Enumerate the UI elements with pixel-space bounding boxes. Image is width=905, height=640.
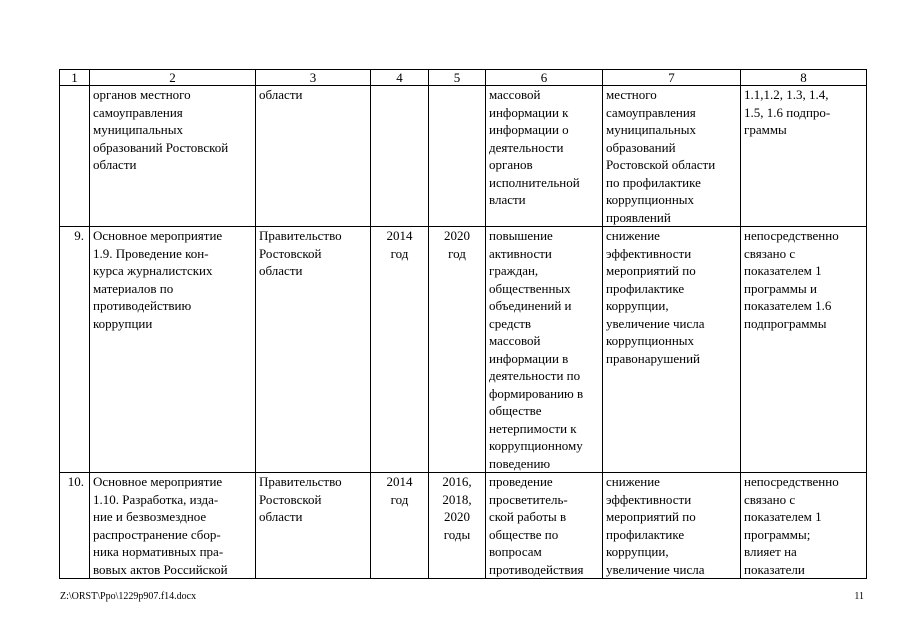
- footer-file-path: Z:\ORST\Ppo\1229p907.f14.docx: [60, 591, 197, 602]
- start-year-cell: 2014 год: [371, 227, 429, 473]
- measure-name-cell: Основное мероприятие 1.9. Проведение кон- курса журналистских материалов по противодействию коррупции: [90, 227, 256, 473]
- expected-result-cell: массовой информации к информации о деятельности органов исполнительной власти: [486, 86, 603, 227]
- executor-cell: Правительство Ростовской области: [256, 227, 371, 473]
- row-number-cell: 10.: [60, 473, 90, 579]
- consequences-cell: снижение эффективности мероприятий по профилактике коррупции, увеличение числа: [603, 473, 741, 579]
- start-year-cell: 2014 год: [371, 473, 429, 579]
- header-cell-2: 2: [90, 70, 256, 86]
- row-number-cell: [60, 86, 90, 227]
- table-row: [60, 473, 867, 579]
- consequences-cell: местного самоуправления муниципальных образований Ростовской области по профилактике коррупционных проявлений: [603, 86, 741, 227]
- indicator-link-cell: 1.1,1.2, 1.3, 1.4, 1.5, 1.6 подпро- граммы: [741, 86, 867, 227]
- consequences-cell: снижение эффективности мероприятий по профилактике коррупции, увеличение числа коррупционных правонарушений: [603, 227, 741, 473]
- executor-cell: Правительство Ростовской области: [256, 473, 371, 579]
- header-cell-5: 5: [429, 70, 486, 86]
- header-cell-4: 4: [371, 70, 429, 86]
- executor-cell: области: [256, 86, 371, 227]
- row-number-cell: 9.: [60, 227, 90, 473]
- header-cell-7: 7: [603, 70, 741, 86]
- end-year-cell: 2020 год: [429, 227, 486, 473]
- expected-result-cell: повышение активности граждан, общественных объединений и средств массовой информации в деятельности по формированию в обществе нетерпимости к коррупционному поведению: [486, 227, 603, 473]
- expected-result-cell: проведение просветитель- ской работы в обществе по вопросам противодействия: [486, 473, 603, 579]
- indicator-link-cell: непосредственно связано с показателем 1 программы и показателем 1.6 подпрограммы: [741, 227, 867, 473]
- measures-table: [59, 69, 867, 579]
- header-cell-8: 8: [741, 70, 867, 86]
- start-year-cell: [371, 86, 429, 227]
- header-cell-6: 6: [486, 70, 603, 86]
- header-cell-1: 1: [60, 70, 90, 86]
- end-year-cell: 2016, 2018, 2020 годы: [429, 473, 486, 579]
- measure-name-cell: Основное мероприятие 1.10. Разработка, изда- ние и безвозмездное распространение сбор- ника нормативных пра- вовых актов Российской: [90, 473, 256, 579]
- table-row: [60, 227, 867, 473]
- page-number: 11: [854, 591, 864, 602]
- end-year-cell: [429, 86, 486, 227]
- indicator-link-cell: непосредственно связано с показателем 1 программы; влияет на показатели: [741, 473, 867, 579]
- measure-name-cell: органов местного самоуправления муниципальных образований Ростовской области: [90, 86, 256, 227]
- table-row: [60, 86, 867, 227]
- column-number-header-row: [60, 70, 867, 86]
- header-cell-3: 3: [256, 70, 371, 86]
